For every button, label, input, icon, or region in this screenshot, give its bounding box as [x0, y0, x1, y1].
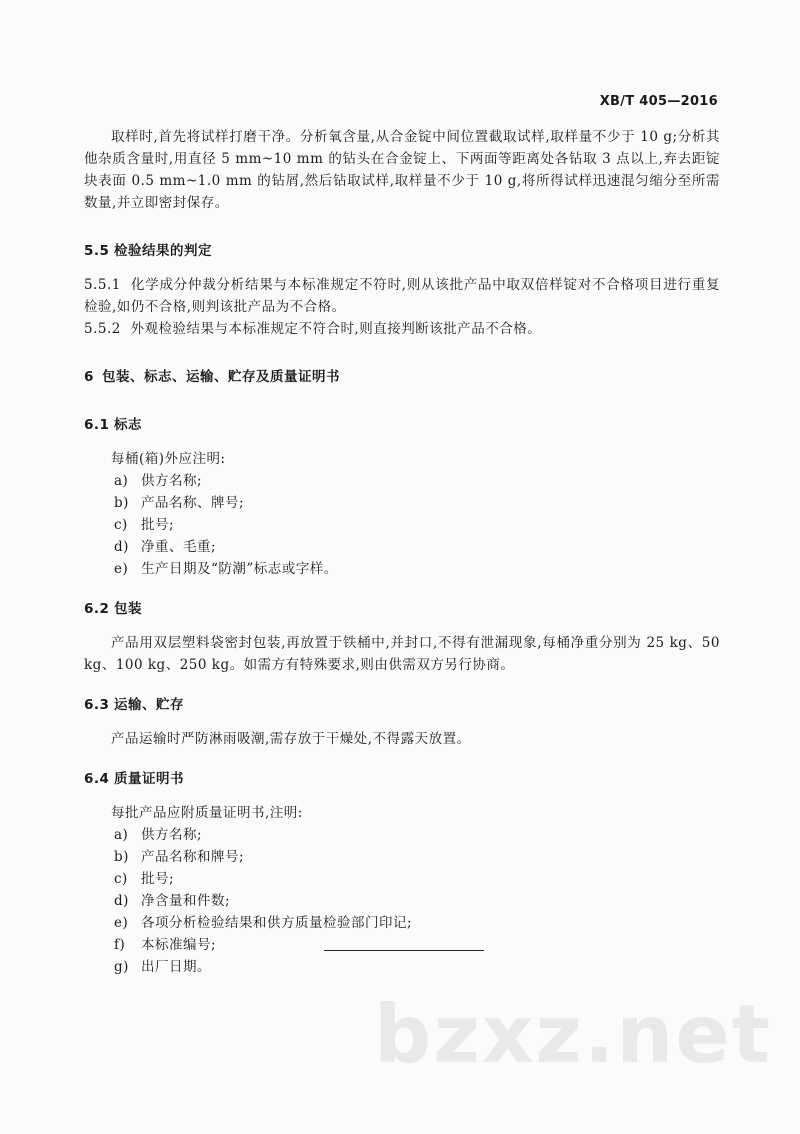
list-item — [84, 956, 720, 978]
list-marker: e) — [114, 561, 129, 577]
list-text: 各项分析检验结果和供方质量检验部门印记; — [141, 915, 413, 931]
list-marker: c) — [114, 871, 128, 887]
section-number: 6.4 — [84, 771, 110, 787]
transport-paragraph: 产品运输时严防淋雨吸潮,需存放于干燥处,不得露天放置。 — [111, 731, 471, 747]
list-item — [84, 558, 720, 580]
list-text: 批号; — [141, 517, 175, 533]
clause-text: 外观检验结果与本标准规定不符合时,则直接判断该批产品不合格。 — [130, 321, 542, 337]
section-title: 包装 — [114, 601, 142, 617]
sampling-paragraph: 取样时,首先将试样打磨干净。分析氧含量,从合金锭中间位置截取试样,取样量不少于 10 g;分析其他杂质含量时,用直径 5 mm~10 mm 的钻头在合金锭上、下两面等距离处各钻取 3 点以上,弃去距锭块表面 0.5 mm~1.0 mm 的钻屑,然后钻取试样,取样量不少于 10 g,将所得试样迅速混匀缩分至所需数量,并立即密封保存。 — [84, 129, 720, 211]
list-item — [84, 846, 720, 868]
certificate-intro: 每批产品应附质量证明书,注明: — [111, 805, 303, 821]
list-text: 净重、毛重; — [141, 539, 217, 555]
section-number: 6 — [84, 369, 94, 385]
section-title: 质量证明书 — [114, 771, 184, 787]
list-text: 供方名称; — [141, 827, 203, 843]
list-item — [84, 514, 720, 536]
list-marker: d) — [114, 539, 129, 555]
section-title: 运输、贮存 — [114, 697, 184, 713]
list-item — [84, 934, 720, 956]
list-marker: d) — [114, 893, 129, 909]
section-number: 6.1 — [84, 417, 110, 433]
clause-5-5-1 — [84, 274, 720, 318]
certificate-list — [84, 824, 720, 978]
list-item — [84, 912, 720, 934]
list-text: 产品名称、牌号; — [141, 495, 245, 511]
list-marker: g) — [114, 959, 129, 975]
list-text: 生产日期及“防潮”标志或字样。 — [141, 561, 338, 577]
list-item — [84, 492, 720, 514]
clause-number: 5.5.1 — [84, 277, 121, 293]
section-6-4-heading — [84, 768, 720, 790]
marking-intro: 每桶(箱)外应注明: — [111, 451, 226, 467]
section-number: 6.2 — [84, 601, 110, 617]
list-text: 出厂日期。 — [141, 959, 211, 975]
list-marker: e) — [114, 915, 129, 931]
section-title: 检验结果的判定 — [114, 243, 212, 259]
clause-number: 5.5.2 — [84, 321, 121, 337]
section-6-heading — [84, 366, 720, 388]
section-5-5-heading — [84, 240, 720, 262]
list-text: 产品名称和牌号; — [141, 849, 245, 865]
list-marker: f) — [114, 937, 126, 953]
list-marker: b) — [114, 849, 129, 865]
list-item — [84, 470, 720, 492]
marking-list — [84, 470, 720, 580]
section-6-1-heading — [84, 414, 720, 436]
list-text: 本标准编号; — [141, 937, 217, 953]
list-marker: a) — [114, 827, 129, 843]
section-title: 标志 — [114, 417, 142, 433]
list-item — [84, 824, 720, 846]
list-text: 供方名称; — [141, 473, 203, 489]
section-6-3-heading — [84, 694, 720, 716]
end-of-document-rule — [324, 950, 484, 951]
section-title: 包装、标志、运输、贮存及质量证明书 — [102, 369, 340, 385]
section-6-2-heading — [84, 598, 720, 620]
list-marker: b) — [114, 495, 129, 511]
list-item — [84, 868, 720, 890]
list-marker: a) — [114, 473, 129, 489]
document-body — [84, 126, 720, 978]
list-item — [84, 536, 720, 558]
list-item — [84, 890, 720, 912]
packaging-paragraph: 产品用双层塑料袋密封包装,再放置于铁桶中,并封口,不得有泄漏现象,每桶净重分别为 25 kg、50 kg、100 kg、250 kg。如需方有特殊要求,则由供需双方另行协商。 — [84, 635, 720, 673]
section-number: 6.3 — [84, 697, 110, 713]
section-number: 5.5 — [84, 243, 110, 259]
clause-text: 化学成分仲裁分析结果与本标准规定不符时,则从该批产品中取双倍样锭对不合格项目进行重复检验,如仍不合格,则判该批产品为不合格。 — [84, 277, 720, 315]
list-text: 净含量和件数; — [141, 893, 231, 909]
clause-5-5-2 — [84, 318, 720, 340]
watermark: bzxz.net — [374, 988, 772, 1081]
list-text: 批号; — [141, 871, 175, 887]
document-code: XB/T 405—2016 — [599, 94, 718, 109]
list-marker: c) — [114, 517, 128, 533]
